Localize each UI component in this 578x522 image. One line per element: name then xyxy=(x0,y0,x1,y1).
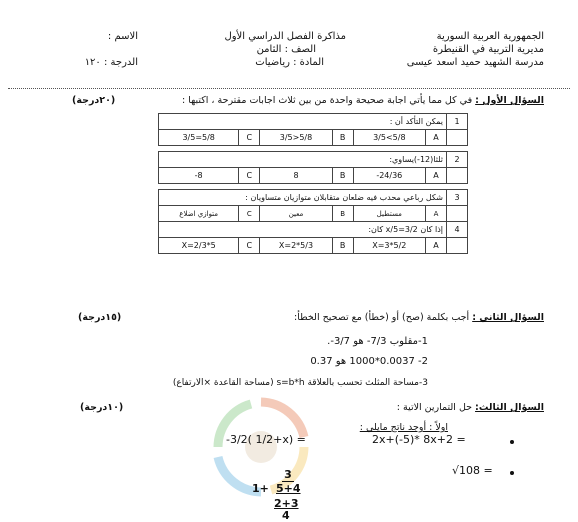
q1-item3-option-c: متوازي اضلاع xyxy=(159,206,239,222)
q1-item4-option-c: X=2/3*5 xyxy=(159,238,239,254)
q1-heading xyxy=(182,95,544,106)
q3-expr3: √108 = xyxy=(452,464,493,477)
q1-item2-option-c: -8 xyxy=(159,168,239,184)
q1-item1-number: 1 xyxy=(447,114,468,130)
q1-item4-number: 4 xyxy=(447,222,468,238)
table-row xyxy=(159,190,468,206)
q1-item1-letter-c: C xyxy=(239,130,260,146)
q3-expr2: -3/2( 1/2+x) = xyxy=(226,433,306,446)
bullet-1 xyxy=(510,440,514,444)
q1-item3-letter-b: B xyxy=(332,206,353,222)
q1-item2-prompt: ثلثا(12-)يساوي: xyxy=(159,152,447,168)
q1-item1-prompt: يمكن التأكد أن : xyxy=(159,114,447,130)
q3-subheading: اولاً : أوجد ناتج مايلي : xyxy=(359,422,448,433)
cf-one-plus: 1+ xyxy=(252,482,269,495)
cf-bottom: 4 xyxy=(282,509,290,522)
q3-title: السؤال الثالث: xyxy=(475,402,544,413)
q1-item2-option-b: 8 xyxy=(260,168,332,184)
cf-top-numerator: 3 xyxy=(282,468,294,482)
header-center-2: الصف : الثامن xyxy=(256,44,316,55)
q1-item3-option-a: مستطيل xyxy=(353,206,425,222)
cf-mid: 5+4 xyxy=(276,482,301,495)
table-row xyxy=(159,114,468,130)
bullet-2 xyxy=(510,471,514,475)
q2-title: السؤال الثاني : xyxy=(472,312,544,323)
q1-item4-letter-c: C xyxy=(239,238,260,254)
q2-item2: 2- 0.0037*1000 هو 0.37 xyxy=(310,356,428,367)
table-row xyxy=(159,222,468,238)
q1-item1-option-a: 3/5<5/8 xyxy=(353,130,425,146)
q3-text: حل التمارين الاتية : xyxy=(396,402,473,413)
header-right-1: الجمهورية العربية السورية xyxy=(436,31,544,42)
q1-item3-option-b: معين xyxy=(260,206,332,222)
q1-item2-letter-a: A xyxy=(426,168,447,184)
q2-marks: (١٥درجة) xyxy=(78,312,122,323)
header-right-3: مدرسة الشهيد حميد اسعد عيسى xyxy=(406,57,544,68)
q1-item4-letter-a: A xyxy=(426,238,447,254)
table-row xyxy=(159,168,468,184)
q1-item3-letter-a: A xyxy=(426,206,447,222)
q1-item1-option-b: 3/5>5/8 xyxy=(260,130,332,146)
header-divider xyxy=(8,88,570,89)
q1-item2-letter-c: C xyxy=(239,168,260,184)
q2-heading xyxy=(294,312,544,323)
q1-item4-option-b: X=2*5/3 xyxy=(260,238,332,254)
table-row xyxy=(159,152,468,168)
q2-text: أجب بكلمة (صح) أو (خطأ) مع تصحيح الخطأ: xyxy=(294,312,470,323)
header-center-1: مذاكرة الفصل الدراسي الأول xyxy=(224,31,346,42)
q3-expr1: 2x+(-5)* 8x+2 = xyxy=(372,433,466,446)
q1-item3-number: 3 xyxy=(447,190,468,206)
header-center-3: المادة : رياضيات xyxy=(255,57,324,68)
q1-item2-number: 2 xyxy=(447,152,468,168)
q1-marks: (٢٠درجة) xyxy=(72,95,116,106)
q1-item4-option-a: X=3*5/2 xyxy=(353,238,425,254)
q1-text: في كل مما يأتي اجابة صحيحة واحدة من بين ثلاث اجابات مقترحة ، اكتبها : xyxy=(181,95,473,106)
q3-heading xyxy=(397,402,544,413)
table-row xyxy=(159,206,468,222)
q2-item1: 1-مقلوب 7/3- هو 3/7-. xyxy=(327,336,428,347)
cf-lower: 2+3 xyxy=(274,497,299,510)
table-row xyxy=(159,238,468,254)
q1-item2-letter-b: B xyxy=(332,168,353,184)
q1-item1-letter-b: B xyxy=(332,130,353,146)
q1-item1-option-c: 3/5=5/8 xyxy=(159,130,239,146)
header-right-2: مديرية التربية في القنيطرة xyxy=(432,44,544,55)
q1-item4-letter-b: B xyxy=(332,238,353,254)
table-row xyxy=(159,130,468,146)
q1-title: السؤال الأول : xyxy=(475,95,544,106)
q3-marks: (١٠درجة) xyxy=(80,402,124,413)
header-grade-label: الدرجة : ١٢٠ xyxy=(84,57,138,68)
q1-item3-prompt: شكل رباعي محدب فيه ضلعان متقابلان متوازيان متساويان : xyxy=(159,190,447,206)
q1-table xyxy=(158,113,468,254)
q1-item3-letter-c: C xyxy=(239,206,260,222)
q1-item4-prompt: إذا كان x/5=3/2 كان: xyxy=(159,222,447,238)
q1-item2-option-a: -24/36 xyxy=(353,168,425,184)
q2-item3: 3-مساحة المثلث تحسب بالعلاقة s=b*h (مساحة القاعدة ×الارتفاع) xyxy=(172,378,428,388)
header-name-label: الاسم : xyxy=(107,31,138,42)
q1-item1-letter-a: A xyxy=(426,130,447,146)
